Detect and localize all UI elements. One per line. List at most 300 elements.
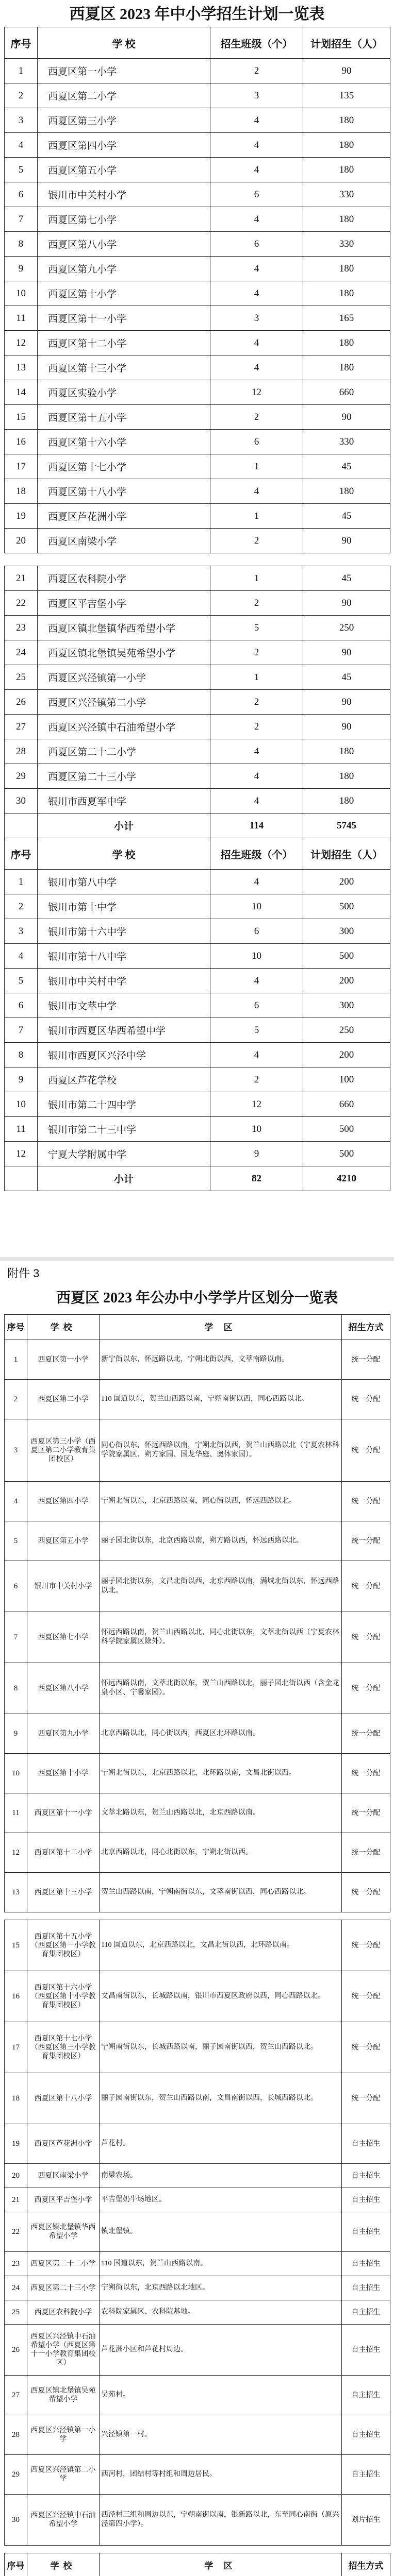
header-school: 学校 [27, 1315, 100, 1340]
row-school: 西夏区镇北堡镇吴苑希望小学 [38, 640, 210, 665]
row-no: 20 [5, 2164, 27, 2188]
plan-table-part1 [4, 27, 390, 553]
row-area: 兴泾镇第一村。 [100, 2415, 342, 2455]
row-classes: 4 [210, 257, 303, 281]
row-school: 银川市中关村小学 [38, 182, 210, 207]
district-header-row [5, 2553, 390, 2576]
row-classes: 4 [210, 108, 303, 133]
row-students: 180 [303, 108, 390, 133]
row-students: 180 [303, 257, 390, 281]
subtotal-label: 小计 [38, 814, 210, 838]
row-no: 3 [5, 1419, 27, 1482]
header-students: 计划招生（人） [303, 27, 390, 59]
row-students: 180 [303, 479, 390, 504]
row-classes: 6 [210, 232, 303, 257]
row-classes: 4 [210, 1043, 303, 1067]
row-area: 吴苑村。 [100, 2376, 342, 2415]
row-classes: 1 [210, 454, 303, 479]
table-row [5, 1117, 390, 1142]
table-row [5, 257, 390, 281]
row-school: 西夏区第十六小学（西夏区第十小学教育集团校区） [27, 1971, 100, 2022]
row-students: 200 [303, 969, 390, 993]
row-no: 29 [5, 764, 38, 789]
row-mode: 统一分配 [342, 1793, 390, 1833]
row-no: 29 [5, 2455, 27, 2495]
plan-page [0, 0, 394, 1257]
row-mode: 统一分配 [342, 1833, 390, 1873]
row-mode: 统一分配 [342, 1920, 390, 1971]
row-no: 30 [5, 2495, 27, 2546]
plan-header-row [5, 27, 390, 59]
row-area: 110 国道以东，北京西路以北，文昌北街以西，北环路以南。 [100, 1920, 342, 1971]
row-no: 28 [5, 2415, 27, 2455]
table-row [5, 1663, 390, 1714]
table-row [5, 133, 390, 158]
table-row [5, 1067, 390, 1092]
subtotal-label: 小计 [38, 1166, 210, 1191]
row-mode: 自主招生 [342, 2164, 390, 2188]
table-row [5, 355, 390, 380]
row-students: 90 [303, 405, 390, 430]
row-school: 西夏区第四小学 [38, 133, 210, 158]
row-mode: 统一分配 [342, 1380, 390, 1419]
subtotal-classes: 82 [210, 1166, 303, 1191]
row-no: 2 [5, 1380, 27, 1419]
row-students: 45 [303, 504, 390, 529]
header-mode: 招生方式 [342, 2553, 390, 2576]
row-area: 丽子园北街以东，文昌北街以西，北京西路以南，满城北街以东，怀远西路以北。 [100, 1561, 342, 1612]
row-students: 90 [303, 529, 390, 553]
row-no: 24 [5, 2276, 27, 2300]
row-students: 180 [303, 207, 390, 232]
row-mode: 统一分配 [342, 1754, 390, 1793]
district-header-row [5, 1315, 390, 1340]
row-no: 11 [5, 306, 38, 331]
row-students: 330 [303, 182, 390, 207]
row-school: 西夏区第十八小学 [27, 2073, 100, 2124]
header-no: 序号 [5, 27, 38, 59]
row-school: 西夏区第二十三小学 [27, 2276, 100, 2300]
table-row [5, 454, 390, 479]
table-row [5, 2495, 390, 2546]
subtotal-students: 5745 [303, 814, 390, 838]
row-no: 4 [5, 133, 38, 158]
row-school: 西夏区兴泾镇中石油希望小学（西夏区第十一小学教育集团校区） [27, 2325, 100, 2376]
row-school: 西夏区第十三小学 [27, 1873, 100, 1912]
row-mode: 统一分配 [342, 1561, 390, 1612]
row-no: 3 [5, 108, 38, 133]
row-classes: 10 [210, 894, 303, 919]
header-area: 学 区 [100, 1315, 342, 1340]
row-classes: 4 [210, 789, 303, 814]
row-area: 宁朔街以东，北京西路以北地区。 [100, 2276, 342, 2300]
row-school: 西夏区第五小学 [38, 158, 210, 182]
row-mode: 统一分配 [342, 2022, 390, 2073]
row-students: 180 [303, 158, 390, 182]
row-no: 30 [5, 789, 38, 814]
row-classes: 2 [210, 529, 303, 553]
row-students: 300 [303, 993, 390, 1018]
row-area: 北京西路以北，同心街以西，西夏区北环路以南。 [100, 1714, 342, 1754]
row-no: 8 [5, 1043, 38, 1067]
row-school: 西夏区农科院小学 [27, 2300, 100, 2325]
table-row [5, 1873, 390, 1912]
table-row [5, 306, 390, 331]
row-school: 银川市第十中学 [38, 894, 210, 919]
table-row [5, 1380, 390, 1419]
row-no: 10 [5, 281, 38, 306]
row-mode: 自主招生 [342, 2252, 390, 2276]
subtotal-empty [5, 1166, 38, 1191]
table-row [5, 870, 390, 894]
row-no: 5 [5, 1521, 27, 1561]
row-no: 24 [5, 640, 38, 665]
row-school: 西夏区第十一小学 [38, 306, 210, 331]
table-row [5, 2164, 390, 2188]
table-row [5, 1092, 390, 1117]
table-row [5, 2124, 390, 2164]
table-row [5, 1561, 390, 1612]
row-school: 西夏区第二十二小学 [27, 2252, 100, 2276]
row-no: 27 [5, 715, 38, 739]
row-no: 18 [5, 2073, 27, 2124]
row-classes: 1 [210, 665, 303, 690]
row-school: 银川市西夏军中学 [38, 789, 210, 814]
row-school: 宁夏大学附属中学 [38, 1142, 210, 1166]
middle-subtotal-row [5, 1166, 390, 1191]
row-school: 西夏区兴泾镇第一小学 [38, 665, 210, 690]
row-school: 银川市中关村小学 [27, 1561, 100, 1612]
row-classes: 2 [210, 1067, 303, 1092]
district-table-part3 [4, 2553, 390, 2576]
row-school: 西夏区第二十二小学 [38, 739, 210, 764]
row-classes: 2 [210, 59, 303, 83]
primary-subtotal-row [5, 814, 390, 838]
row-mode: 划片招生 [342, 2495, 390, 2546]
row-school: 银川市第八中学 [38, 870, 210, 894]
row-mode: 统一分配 [342, 1714, 390, 1754]
row-students: 500 [303, 894, 390, 919]
row-mode: 统一分配 [342, 1612, 390, 1663]
row-school: 西夏区第十八小学 [38, 479, 210, 504]
row-students: 180 [303, 331, 390, 355]
row-school: 银川市西夏区华西希望中学 [38, 1018, 210, 1043]
row-area: 文昌南街以东，长城路以南，银川市西夏区政府以西，同心西路以北。 [100, 1971, 342, 2022]
row-classes: 4 [210, 281, 303, 306]
row-mode: 自主招生 [342, 2300, 390, 2325]
table-row [5, 281, 390, 306]
table-row [5, 1793, 390, 1833]
table-row [5, 1714, 390, 1754]
row-students: 45 [303, 665, 390, 690]
row-no: 6 [5, 182, 38, 207]
row-classes: 10 [210, 1117, 303, 1142]
row-classes: 3 [210, 83, 303, 108]
row-no: 28 [5, 739, 38, 764]
table-row [5, 894, 390, 919]
row-school: 西夏区兴泾镇中石油希望小学 [27, 2495, 100, 2546]
plan-title: 西夏区 2023 年中小学招生计划一览表 [69, 6, 325, 23]
row-school: 西夏区第十六小学 [38, 430, 210, 454]
row-classes: 6 [210, 430, 303, 454]
row-classes: 2 [210, 640, 303, 665]
table-row [5, 715, 390, 739]
table-row [5, 640, 390, 665]
row-no: 11 [5, 1793, 27, 1833]
row-school: 西夏区第九小学 [38, 257, 210, 281]
row-school: 西夏区南梁小学 [27, 2164, 100, 2188]
row-classes: 6 [210, 919, 303, 944]
table-row [5, 504, 390, 529]
table-row [5, 566, 390, 591]
header-classes: 招生班级（个） [210, 838, 303, 870]
row-no: 18 [5, 479, 38, 504]
row-no: 1 [5, 1340, 27, 1380]
table-row [5, 1340, 390, 1380]
row-students: 45 [303, 454, 390, 479]
row-no: 17 [5, 454, 38, 479]
table-row [5, 2276, 390, 2300]
row-no: 5 [5, 969, 38, 993]
row-students: 180 [303, 739, 390, 764]
row-area: 镇北堡镇。 [100, 2212, 342, 2252]
row-school: 西夏区农科院小学 [38, 566, 210, 591]
table-row [5, 2022, 390, 2073]
row-school: 银川市第二十三中学 [38, 1117, 210, 1142]
row-area: 丽子园北街以东，北京西路以南，朔方路以西，怀远西路以北。 [100, 1521, 342, 1561]
row-area: 南梁农场。 [100, 2164, 342, 2188]
row-classes: 3 [210, 306, 303, 331]
row-classes: 12 [210, 1092, 303, 1117]
row-no: 25 [5, 665, 38, 690]
table-row [5, 969, 390, 993]
table-row [5, 529, 390, 553]
row-classes: 2 [210, 715, 303, 739]
row-students: 500 [303, 1117, 390, 1142]
row-no: 16 [5, 1971, 27, 2022]
row-area: 西河村，团结村等村组和周边居民。 [100, 2455, 342, 2495]
row-students: 90 [303, 640, 390, 665]
row-area: 丽子园南街以东，贺兰山西路以南，文昌南街以西，长城西路以北。 [100, 2073, 342, 2124]
row-students: 180 [303, 133, 390, 158]
row-classes: 2 [210, 591, 303, 616]
row-classes: 4 [210, 133, 303, 158]
row-no: 12 [5, 1833, 27, 1873]
row-classes: 5 [210, 616, 303, 640]
row-no: 14 [5, 380, 38, 405]
row-classes: 6 [210, 993, 303, 1018]
row-area: 宁朔北街以东，北京西路以南，同心街以西，怀远西路以北。 [100, 1482, 342, 1521]
table-row [5, 405, 390, 430]
row-no: 4 [5, 944, 38, 969]
row-school: 西夏区第七小学 [27, 1612, 100, 1663]
table-row [5, 789, 390, 814]
row-school: 银川市文萃中学 [38, 993, 210, 1018]
row-no: 25 [5, 2300, 27, 2325]
row-classes: 4 [210, 355, 303, 380]
table-row [5, 1833, 390, 1873]
annex-title: 西夏区 2023 年公办中小学学片区划分一览表 [56, 1290, 338, 1306]
subtotal-classes: 114 [210, 814, 303, 838]
table-row [5, 2325, 390, 2376]
row-classes: 2 [210, 405, 303, 430]
row-no: 19 [5, 504, 38, 529]
row-area: 平吉堡奶牛场地区。 [100, 2188, 342, 2212]
row-mode: 自主招生 [342, 2188, 390, 2212]
row-mode: 统一分配 [342, 1521, 390, 1561]
annex-label: 附件 3 [7, 1267, 40, 1280]
row-school: 银川市第十八中学 [38, 944, 210, 969]
row-area: 怀远西路以南，文萃北街以东，贺兰山西路以北，丽子园北街以西（含金龙泉小区、宁馨家园）。 [100, 1663, 342, 1714]
row-mode: 统一分配 [342, 1971, 390, 2022]
row-no: 6 [5, 1561, 27, 1612]
table-row [5, 2212, 390, 2252]
header-no: 序号 [5, 1315, 27, 1340]
table-row [5, 430, 390, 454]
row-school: 银川市第二十四中学 [38, 1092, 210, 1117]
table-row [5, 182, 390, 207]
row-no: 12 [5, 1142, 38, 1166]
row-no: 9 [5, 257, 38, 281]
row-school: 西夏区第二小学 [27, 1380, 100, 1419]
table-row [5, 479, 390, 504]
table-row [5, 380, 390, 405]
table-row [5, 1018, 390, 1043]
row-no: 1 [5, 870, 38, 894]
table-row [5, 2300, 390, 2325]
table-row [5, 591, 390, 616]
row-school: 西夏区镇北堡镇华西希望小学 [38, 616, 210, 640]
row-mode: 自主招生 [342, 2124, 390, 2164]
row-school: 西夏区镇北堡镇华西希望小学 [27, 2212, 100, 2252]
row-no: 23 [5, 2252, 27, 2276]
row-mode: 自主招生 [342, 2415, 390, 2455]
header-area: 学 区 [100, 2553, 342, 2576]
row-no: 17 [5, 2022, 27, 2073]
row-school: 西夏区第十小学 [27, 1754, 100, 1793]
row-school: 西夏区南梁小学 [38, 529, 210, 553]
row-students: 180 [303, 355, 390, 380]
row-no: 21 [5, 566, 38, 591]
row-mode: 统一分配 [342, 2073, 390, 2124]
row-school: 西夏区第三小学（西夏区第二小学教育集团校区） [27, 1419, 100, 1482]
row-area: 西泾村三组和周边以东，宁朔南街以南，银新路以北，东至同心南街（原兴泾第四小学）。 [100, 2495, 342, 2546]
row-school: 西夏区第一小学 [27, 1340, 100, 1380]
row-no: 8 [5, 232, 38, 257]
table-row [5, 207, 390, 232]
row-students: 500 [303, 1142, 390, 1166]
district-table-part2 [4, 1920, 390, 2546]
row-students: 660 [303, 1092, 390, 1117]
row-students: 90 [303, 591, 390, 616]
row-area: 农科院家属区、农科院基地。 [100, 2300, 342, 2325]
row-no: 10 [5, 1092, 38, 1117]
row-school: 西夏区兴泾镇第一小学 [27, 2415, 100, 2455]
row-area: 芦花村。 [100, 2124, 342, 2164]
row-students: 180 [303, 281, 390, 306]
row-students: 90 [303, 59, 390, 83]
row-area: 110 国道以东，贺兰山西路以南，宁朔南街以西，同心西路以北。 [100, 1380, 342, 1419]
table-row [5, 919, 390, 944]
row-no: 2 [5, 83, 38, 108]
row-no: 27 [5, 2376, 27, 2415]
row-classes: 5 [210, 1018, 303, 1043]
row-no: 12 [5, 331, 38, 355]
row-students: 165 [303, 306, 390, 331]
row-school: 西夏区兴泾镇第二小学 [27, 2455, 100, 2495]
row-students: 660 [303, 380, 390, 405]
table-row [5, 83, 390, 108]
row-no: 7 [5, 207, 38, 232]
row-school: 银川市第十六中学 [38, 919, 210, 944]
table-row [5, 1142, 390, 1166]
row-school: 西夏区第一小学 [38, 59, 210, 83]
row-no: 13 [5, 355, 38, 380]
row-students: 200 [303, 870, 390, 894]
table-row [5, 1419, 390, 1482]
row-students: 330 [303, 232, 390, 257]
row-no: 21 [5, 2188, 27, 2212]
row-students: 45 [303, 566, 390, 591]
row-school: 西夏区第七小学 [38, 207, 210, 232]
middle-header-row [5, 838, 390, 870]
row-mode: 统一分配 [342, 1340, 390, 1380]
table-row [5, 1754, 390, 1793]
header-no: 序号 [5, 2553, 27, 2576]
row-no: 9 [5, 1714, 27, 1754]
row-school: 西夏区第十二小学 [27, 1833, 100, 1873]
subtotal-students: 4210 [303, 1166, 390, 1191]
table-row [5, 1920, 390, 1971]
table-row [5, 739, 390, 764]
row-no: 9 [5, 1067, 38, 1092]
row-students: 90 [303, 715, 390, 739]
row-students: 300 [303, 919, 390, 944]
row-school: 西夏区实验小学 [38, 380, 210, 405]
row-mode: 自主招生 [342, 2212, 390, 2252]
row-no: 7 [5, 1018, 38, 1043]
row-school: 西夏区芦花学校 [38, 1067, 210, 1092]
row-school: 西夏区第十五小学（西夏区第一小学教育集团校区） [27, 1920, 100, 1971]
row-no: 5 [5, 158, 38, 182]
row-students: 200 [303, 1043, 390, 1067]
table-row [5, 2252, 390, 2276]
row-school: 西夏区第十二小学 [38, 331, 210, 355]
table-row [5, 616, 390, 640]
row-area: 北京西路以北，同心北街以东，宁朔北街以西。 [100, 1833, 342, 1873]
row-classes: 4 [210, 207, 303, 232]
row-school: 西夏区镇北堡镇吴苑希望小学 [27, 2376, 100, 2415]
table-row [5, 2415, 390, 2455]
row-no: 2 [5, 894, 38, 919]
row-school: 西夏区芦花洲小学 [27, 2124, 100, 2164]
table-row [5, 158, 390, 182]
table-row [5, 59, 390, 83]
row-school: 西夏区兴泾镇中石油希望小学 [38, 715, 210, 739]
row-area: 宁朔南街以东，长城西路以南，丽子园南街以西，贺兰山西路以北。 [100, 2022, 342, 2073]
header-classes: 招生班级（个） [210, 27, 303, 59]
header-mode: 招生方式 [342, 1315, 390, 1340]
row-mode: 自主招生 [342, 2325, 390, 2376]
row-area: 怀远西路以南，贺兰山西路以北，同心北街以东，文萃北街以西（宁夏农林科学院家属区除外）。 [100, 1612, 342, 1663]
row-no: 13 [5, 1873, 27, 1912]
header-school: 学校 [27, 2553, 100, 2576]
row-school: 西夏区第四小学 [27, 1482, 100, 1521]
row-school: 西夏区第十一小学 [27, 1793, 100, 1833]
row-mode: 统一分配 [342, 1419, 390, 1482]
row-area: 新宁街以东，怀远路以北，宁朔北街以西，文萃南路以南。 [100, 1340, 342, 1380]
row-students: 500 [303, 944, 390, 969]
